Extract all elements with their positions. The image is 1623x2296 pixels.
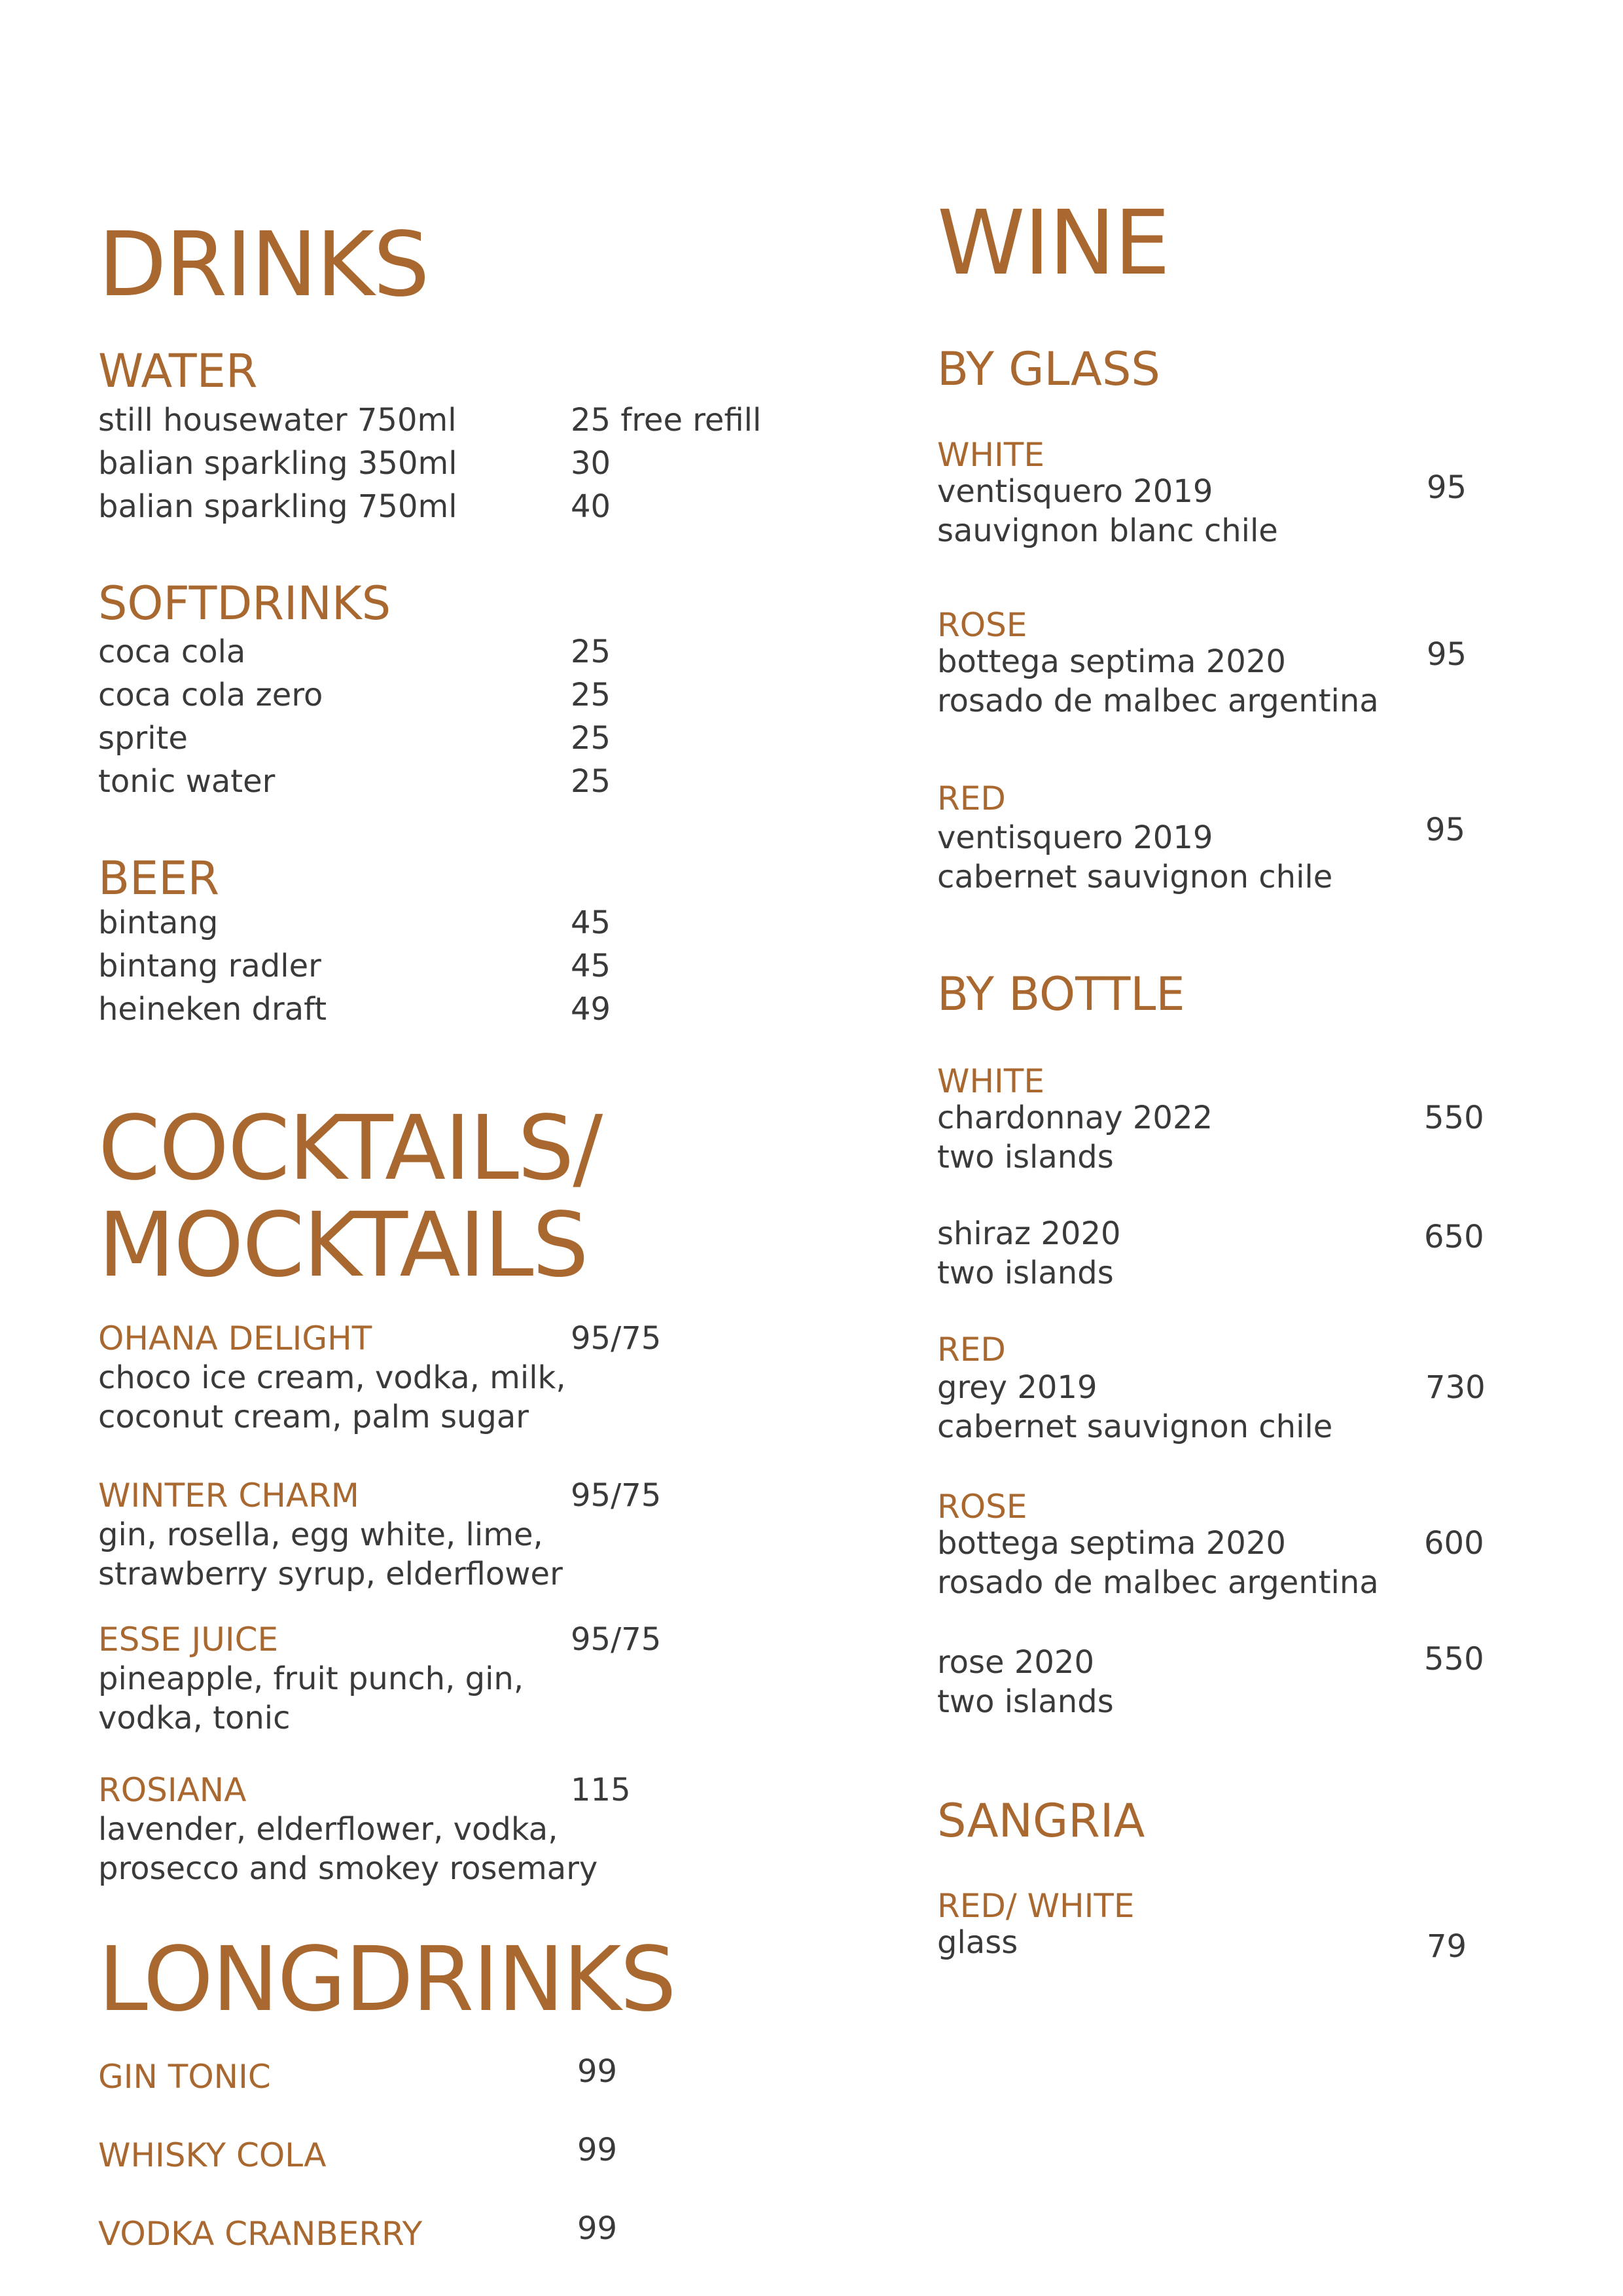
wine-origin: rosado de malbec argentina [937,1564,1379,1601]
wine-type: ROSE [937,606,1027,644]
wine-origin: rosado de malbec argentina [937,683,1379,719]
longdrink-name: WHISKY COLA [98,2136,327,2174]
by-bottle-heading: BY BOTTLE [937,967,1185,1021]
cocktail-desc: vodka, tonic [98,1700,291,1736]
wine-origin: cabernet sauvignon chile [937,859,1333,895]
longdrink-price: 99 [577,2053,618,2090]
cocktail-price: 115 [571,1772,631,1808]
wine-item [937,1487,1526,1618]
drinks-title: DRINKS [98,213,429,317]
cocktails-title-line1: COCKTAILS/ [98,1097,602,1200]
item-name: tonic water [98,763,276,800]
longdrink-price: 99 [577,2210,618,2247]
item-name: bintang radler [98,948,321,984]
list-item [98,990,818,1033]
wine-price: 95 [1427,469,1467,506]
wine-item [937,1643,1526,1734]
item-name: sprite [98,720,188,757]
softdrinks-heading: SOFTDRINKS [98,577,391,630]
longdrinks-title: LONGDRINKS [98,1928,675,2032]
item-price: 30 [571,445,611,482]
wine-name: ventisquero 2019 [937,819,1213,856]
wine-price: 730 [1425,1369,1486,1406]
cocktail-name: ESSE JUICE [98,1621,279,1659]
longdrink-name: GIN TONIC [98,2058,271,2096]
list-item [98,762,818,805]
list-item [98,675,818,719]
cocktail-desc: gin, rosella, egg white, lime, [98,1516,543,1553]
cocktail-name: ROSIANA [98,1771,247,1809]
item-name: still housewater 750ml [98,402,457,439]
cocktail-name: WINTER CHARM [98,1477,359,1515]
wine-name: ventisquero 2019 [937,473,1213,510]
item-price: 45 [571,948,611,984]
wine-price: 550 [1424,1641,1484,1677]
cocktail-name: OHANA DELIGHT [98,1319,372,1357]
wine-price: 95 [1425,812,1466,848]
list-item [98,632,818,675]
wine-item [937,1886,1526,1978]
by-glass-heading: BY GLASS [937,342,1160,396]
wine-item [937,1062,1526,1193]
cocktail-price: 95/75 [571,1621,662,1658]
cocktail-desc: pineapple, fruit punch, gin, [98,1660,524,1697]
cocktail-price: 95/75 [571,1477,662,1514]
longdrink-item [98,2132,818,2179]
wine-item [937,779,1526,910]
item-price: 25 [571,677,611,713]
wine-name: rose 2020 [937,1644,1094,1681]
wine-name: chardonnay 2022 [937,1100,1213,1136]
item-price: 25 [571,763,611,800]
cocktail-item [98,1319,818,1450]
wine-name: grey 2019 [937,1369,1097,1406]
wine-type: WHITE [937,1062,1044,1100]
list-item [98,903,818,946]
wine-name: bottega septima 2020 [937,643,1286,680]
beer-heading: BEER [98,852,220,905]
wine-item [937,1214,1526,1306]
item-name: heineken draft [98,991,327,1028]
wine-origin: cabernet sauvignon chile [937,1408,1333,1445]
cocktails-title-line2: MOCKTAILS [98,1194,588,1297]
wine-type: RED [937,780,1006,817]
item-price: 45 [571,905,611,941]
wine-type: RED/ WHITE [937,1887,1135,1925]
wine-price: 600 [1424,1525,1484,1562]
longdrink-item [98,2053,818,2100]
item-name: balian sparkling 350ml [98,445,457,482]
wine-price: 95 [1427,636,1467,673]
cocktail-desc: prosecco and smokey rosemary [98,1850,598,1887]
wine-price: 650 [1424,1219,1484,1255]
wine-type: RED [937,1331,1006,1369]
sangria-heading: SANGRIA [937,1794,1145,1848]
wine-origin: sauvignon blanc chile [937,512,1278,549]
wine-price: 550 [1424,1100,1484,1136]
longdrink-price: 99 [577,2132,618,2168]
item-price: 40 [571,488,611,525]
list-item [98,719,818,762]
item-price: 25 [571,634,611,670]
longdrink-item [98,2210,818,2257]
item-name: balian sparkling 750ml [98,488,457,525]
item-price: 25 free refill [571,402,762,439]
list-item [98,444,818,487]
wine-origin: two islands [937,1139,1114,1175]
cocktail-item [98,1770,818,1901]
wine-type: WHITE [937,436,1044,474]
wine-title: WINE [937,192,1169,295]
list-item [98,946,818,990]
list-item [98,487,818,530]
cocktail-desc: lavender, elderflower, vodka, [98,1811,558,1848]
item-name: coca cola zero [98,677,323,713]
cocktail-price: 95/75 [571,1320,662,1357]
wine-price: 79 [1427,1928,1467,1965]
wine-item [937,435,1526,566]
cocktail-item [98,1620,818,1751]
cocktail-desc: coconut cream, palm sugar [98,1399,529,1435]
cocktail-item [98,1476,818,1607]
wine-item [937,605,1526,736]
longdrink-name: VODKA CRANBERRY [98,2215,423,2253]
wine-name: bottega septima 2020 [937,1525,1286,1562]
water-heading: WATER [98,344,258,398]
wine-item [937,1330,1526,1461]
wine-origin: two islands [937,1683,1114,1720]
list-item [98,401,818,444]
item-price: 25 [571,720,611,757]
wine-origin: two islands [937,1255,1114,1291]
cocktail-desc: choco ice cream, vodka, milk, [98,1359,566,1396]
item-price: 49 [571,991,611,1028]
cocktail-desc: strawberry syrup, elderflower [98,1556,563,1592]
wine-name: shiraz 2020 [937,1215,1121,1252]
wine-name: glass [937,1924,1018,1961]
item-name: bintang [98,905,219,941]
item-name: coca cola [98,634,246,670]
wine-type: ROSE [937,1488,1027,1526]
